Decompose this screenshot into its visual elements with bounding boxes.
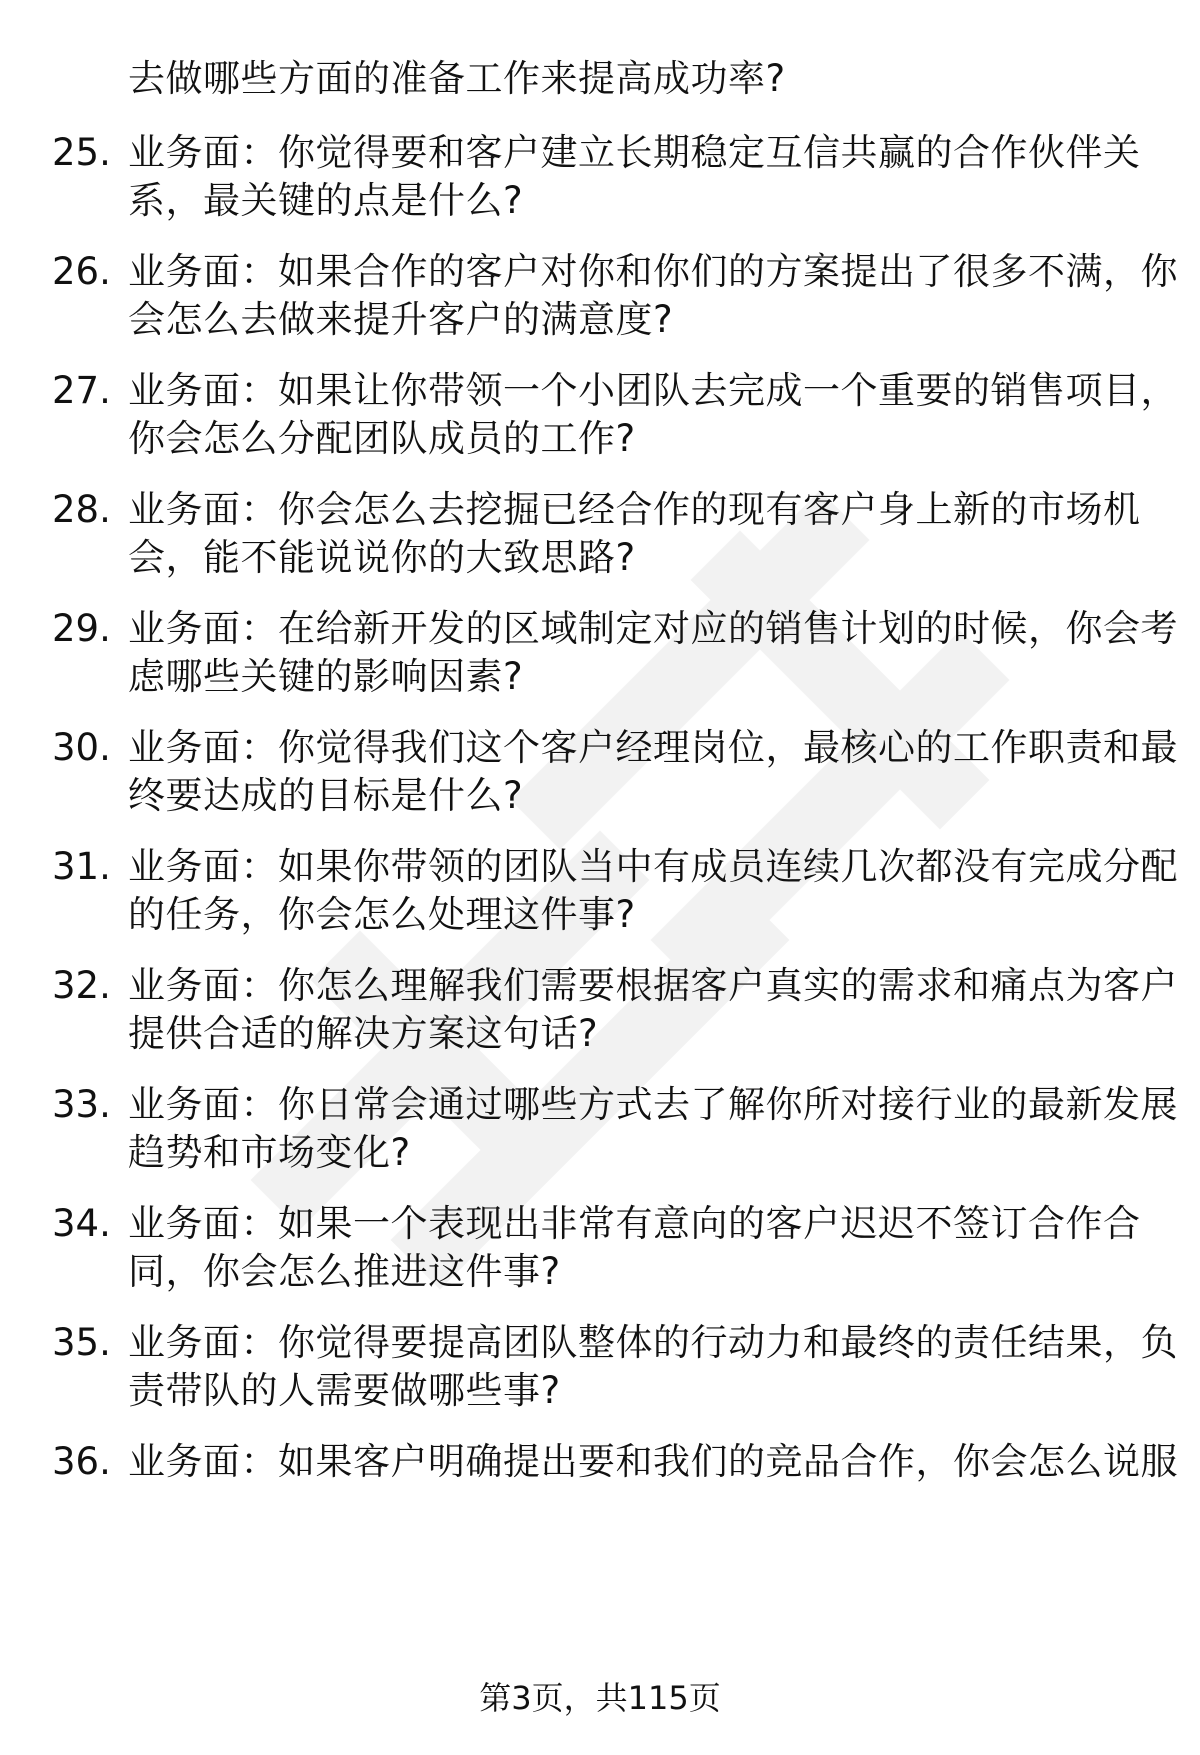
item-number: 31.: [52, 845, 111, 888]
item-line: 业务面：在给新开发的区域制定对应的销售计划的时候，你会考: [128, 607, 1178, 650]
item-number: 35.: [52, 1321, 111, 1364]
item-line: 业务面：如果让你带领一个小团队去完成一个重要的销售项目，: [128, 369, 1178, 412]
page-footer: 第3页，共115页: [479, 1679, 721, 1717]
item-line: 业务面：如果合作的客户对你和你们的方案提出了很多不满，你: [128, 250, 1178, 293]
item-line: 业务面：你怎么理解我们需要根据客户真实的需求和痛点为客户: [128, 964, 1178, 1007]
item-line: 系，最关键的点是什么?: [128, 179, 524, 222]
item-number: 26.: [52, 250, 111, 293]
item-line: 业务面：你会怎么去挖掘已经合作的现有客户身上新的市场机: [128, 488, 1141, 531]
item-number: 34.: [52, 1202, 111, 1245]
item-number: 32.: [52, 964, 111, 1007]
item-line: 责带队的人需要做哪些事?: [128, 1369, 561, 1412]
item-line: 你会怎么分配团队成员的工作?: [128, 417, 636, 460]
item-line: 业务面：你日常会通过哪些方式去了解你所对接行业的最新发展: [128, 1083, 1178, 1126]
item-line: 业务面：你觉得要提高团队整体的行动力和最终的责任结果，负: [128, 1321, 1178, 1364]
item-line: 会怎么去做来提升客户的满意度?: [128, 298, 674, 341]
item-line: 业务面：你觉得要和客户建立长期稳定互信共赢的合作伙伴关: [128, 131, 1141, 174]
item-line: 业务面：如果你带领的团队当中有成员连续几次都没有完成分配: [128, 845, 1178, 888]
item-line: 提供合适的解决方案这句话?: [128, 1012, 599, 1055]
item-line: 业务面：你觉得我们这个客户经理岗位，最核心的工作职责和最: [128, 726, 1178, 769]
item-line: 同，你会怎么推进这件事?: [128, 1250, 561, 1293]
item-line: 业务面：如果客户明确提出要和我们的竞品合作，你会怎么说服: [128, 1440, 1178, 1483]
item-line: 虑哪些关键的影响因素?: [128, 655, 524, 698]
item-line: 业务面：如果一个表现出非常有意向的客户迟迟不签订合作合: [128, 1202, 1141, 1245]
continued-line: 去做哪些方面的准备工作来提高成功率?: [128, 57, 786, 100]
item-line: 终要达成的目标是什么?: [128, 774, 524, 817]
item-number: 27.: [52, 369, 111, 412]
item-number: 30.: [52, 726, 111, 769]
item-number: 33.: [52, 1083, 111, 1126]
item-number: 28.: [52, 488, 111, 531]
item-line: 的任务，你会怎么处理这件事?: [128, 893, 636, 936]
item-number: 36.: [52, 1440, 111, 1483]
item-number: 25.: [52, 131, 111, 174]
item-number: 29.: [52, 607, 111, 650]
item-line: 趋势和市场变化?: [128, 1131, 411, 1174]
item-line: 会，能不能说说你的大致思路?: [128, 536, 636, 579]
